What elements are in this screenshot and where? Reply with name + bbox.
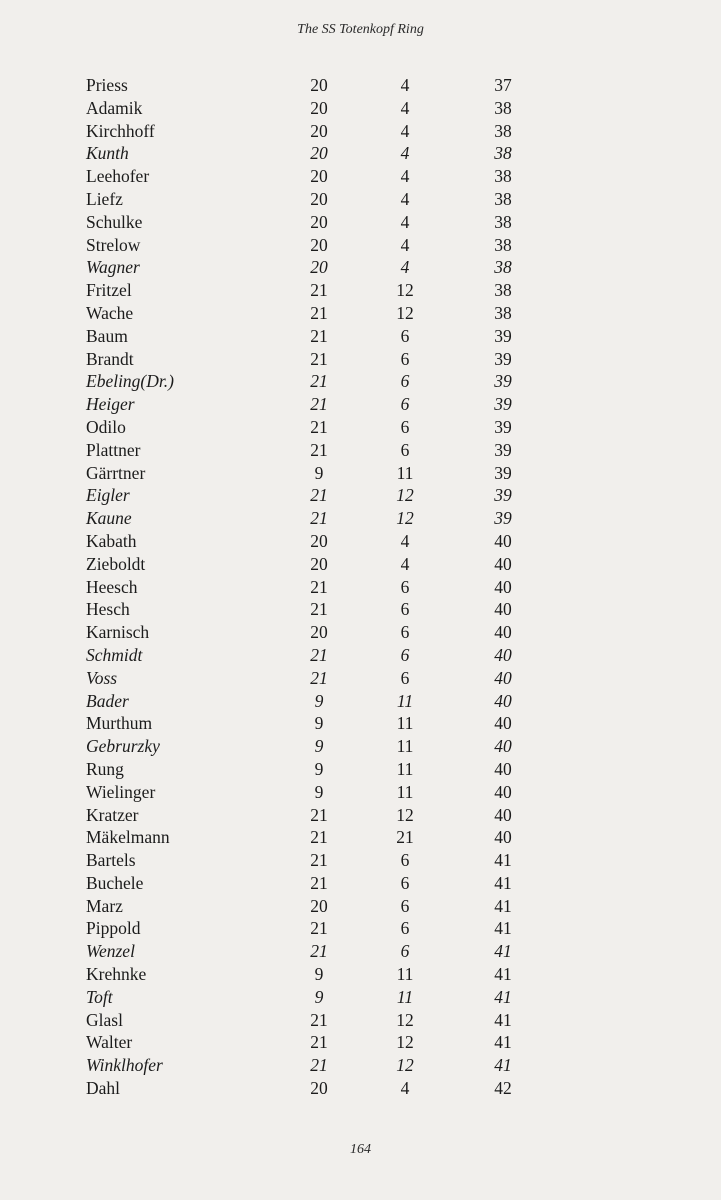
roster-col-2: 6 [400,941,410,962]
roster-col-2: 6 [400,439,410,460]
roster-col-3: 39 [494,348,512,369]
roster-name: Bader [86,690,129,711]
roster-col-1: 21 [310,918,328,939]
roster-row [0,940,721,963]
roster-col-3: 40 [494,576,512,597]
roster-col-3: 40 [494,599,512,620]
roster-col-1: 21 [310,325,328,346]
roster-col-1: 9 [314,986,324,1007]
roster-col-1: 21 [310,485,328,506]
roster-row [0,256,721,279]
roster-col-3: 41 [494,1009,512,1030]
roster-col-2: 11 [396,964,414,985]
roster-col-1: 20 [310,211,328,232]
roster-name: Krehnke [86,964,147,985]
roster-col-2: 12 [396,1009,414,1030]
roster-col-1: 21 [310,941,328,962]
roster-col-2: 12 [396,485,414,506]
roster-col-2: 12 [396,280,414,301]
roster-col-2: 4 [400,97,410,118]
roster-col-1: 20 [310,97,328,118]
roster-col-3: 39 [494,462,512,483]
roster-name: Buchele [86,872,144,893]
roster-col-3: 41 [494,850,512,871]
roster-row [0,690,721,713]
roster-row [0,781,721,804]
roster-row [0,348,721,371]
roster-col-1: 20 [310,166,328,187]
roster-col-2: 11 [396,713,414,734]
roster-name: Toft [86,986,113,1007]
roster-name: Winklhofer [86,1055,163,1076]
roster-col-2: 6 [400,599,410,620]
roster-col-3: 41 [494,918,512,939]
roster-row [0,393,721,416]
roster-col-2: 11 [396,781,414,802]
page-number: 164 [350,1142,371,1157]
roster-name: Rung [86,758,124,779]
roster-col-3: 38 [494,280,512,301]
roster-col-2: 4 [400,1078,410,1099]
roster-col-2: 6 [400,348,410,369]
roster-col-2: 11 [396,736,414,757]
roster-col-3: 40 [494,530,512,551]
roster-row [0,1054,721,1077]
roster-row [0,462,721,485]
roster-col-1: 21 [310,1032,328,1053]
roster-col-1: 21 [310,599,328,620]
roster-col-1: 21 [310,827,328,848]
roster-col-3: 41 [494,986,512,1007]
roster-row [0,142,721,165]
roster-col-2: 11 [396,690,414,711]
roster-col-2: 11 [396,986,414,1007]
roster-col-3: 39 [494,394,512,415]
roster-name: Marz [86,895,123,916]
roster-col-2: 4 [400,530,410,551]
roster-col-3: 38 [494,166,512,187]
roster-row [0,667,721,690]
roster-col-1: 21 [310,1055,328,1076]
roster-col-3: 37 [494,75,512,95]
roster-row [0,120,721,143]
roster-col-1: 21 [310,872,328,893]
roster-col-1: 21 [310,576,328,597]
roster-col-2: 4 [400,75,410,95]
roster-row [0,621,721,644]
roster-col-1: 20 [310,257,328,278]
roster-col-1: 20 [310,234,328,255]
roster-name: Leehofer [86,166,150,187]
roster-name: Schmidt [86,644,143,665]
roster-name: Walter [86,1032,133,1053]
roster-col-2: 4 [400,188,410,209]
roster-col-2: 12 [396,302,414,323]
roster-col-2: 6 [400,622,410,643]
roster-name: Gärrtner [86,462,146,483]
roster-name: Kirchhoff [86,120,155,141]
roster-col-1: 21 [310,508,328,529]
roster-name: Mäkelmann [86,827,170,848]
roster-col-1: 20 [310,143,328,164]
roster-col-3: 42 [494,1078,512,1099]
roster-col-1: 9 [314,713,324,734]
roster-col-3: 40 [494,644,512,665]
roster-col-3: 38 [494,302,512,323]
roster-name: Brandt [86,348,134,369]
roster-col-2: 4 [400,120,410,141]
roster-col-2: 12 [396,1032,414,1053]
roster-row [0,416,721,439]
roster-col-3: 40 [494,804,512,825]
roster-row [0,553,721,576]
roster-name: Adamik [86,97,143,118]
roster-col-1: 20 [310,530,328,551]
roster-name: Wagner [86,257,140,278]
roster-col-2: 4 [400,553,410,574]
roster-name: Wache [86,302,134,323]
roster-col-2: 4 [400,143,410,164]
roster-col-2: 6 [400,394,410,415]
roster-col-3: 38 [494,234,512,255]
roster-col-2: 6 [400,918,410,939]
roster-col-3: 40 [494,667,512,688]
roster-row [0,1077,721,1100]
running-head: The SS Totenkopf Ring [297,22,424,37]
roster-row [0,507,721,530]
roster-row [0,530,721,553]
roster-name: Zieboldt [86,553,146,574]
roster-name: Ebeling(Dr.) [86,371,174,392]
roster-col-2: 6 [400,872,410,893]
roster-row [0,325,721,348]
roster-name: Kabath [86,530,137,551]
roster-col-1: 21 [310,416,328,437]
roster-name: Eigler [86,485,130,506]
roster-col-2: 4 [400,166,410,187]
roster-col-1: 20 [310,895,328,916]
roster-col-3: 41 [494,895,512,916]
roster-name: Voss [86,667,118,688]
roster-col-3: 40 [494,758,512,779]
roster-name: Wenzel [86,941,135,962]
roster-col-2: 21 [396,827,414,848]
roster-name: Wielinger [86,781,156,802]
roster-col-3: 41 [494,941,512,962]
roster-row [0,735,721,758]
roster-name: Karnisch [86,622,150,643]
roster-row [0,712,721,735]
roster-name: Murthum [86,713,153,734]
roster-row [0,370,721,393]
roster-name: Bartels [86,850,136,871]
roster-col-2: 6 [400,895,410,916]
roster-col-2: 11 [396,758,414,779]
roster-col-3: 38 [494,188,512,209]
roster-col-2: 6 [400,576,410,597]
roster-name: Dahl [86,1078,121,1099]
roster-col-3: 38 [494,211,512,232]
roster-col-3: 40 [494,827,512,848]
roster-col-2: 4 [400,257,410,278]
roster-col-1: 21 [310,804,328,825]
roster-row [0,484,721,507]
roster-col-1: 9 [314,736,324,757]
roster-col-2: 6 [400,644,410,665]
roster-name: Liefz [86,188,123,209]
roster-name: Plattner [86,439,141,460]
roster-name: Heesch [86,576,138,597]
roster-col-3: 38 [494,257,512,278]
roster-col-3: 41 [494,1055,512,1076]
roster-col-2: 6 [400,371,410,392]
roster-col-1: 20 [310,75,328,95]
roster-row [0,234,721,257]
roster-row [0,963,721,986]
roster-col-2: 6 [400,416,410,437]
roster-name: Heiger [86,394,135,415]
roster-row [0,97,721,120]
roster-name: Schulke [86,211,143,232]
roster-col-3: 41 [494,1032,512,1053]
roster-row [0,165,721,188]
roster-row [0,826,721,849]
roster-col-3: 38 [494,120,512,141]
roster-col-2: 12 [396,1055,414,1076]
roster-col-3: 39 [494,508,512,529]
roster-col-3: 40 [494,622,512,643]
roster-col-3: 40 [494,736,512,757]
roster-row [0,849,721,872]
roster-col-2: 6 [400,850,410,871]
roster-col-3: 40 [494,553,512,574]
roster-col-1: 21 [310,394,328,415]
roster-col-1: 9 [314,781,324,802]
roster-col-3: 40 [494,690,512,711]
roster-name: Baum [86,325,128,346]
roster-col-2: 4 [400,234,410,255]
roster-row [0,917,721,940]
roster-row [0,644,721,667]
roster-col-1: 9 [314,462,324,483]
roster-name: Priess [86,75,128,95]
roster-col-3: 38 [494,143,512,164]
roster-col-1: 20 [310,1078,328,1099]
roster-col-3: 39 [494,439,512,460]
roster-name: Fritzel [86,280,132,301]
roster-name: Kaune [86,508,132,529]
roster-col-3: 38 [494,97,512,118]
roster-col-3: 41 [494,872,512,893]
roster-col-1: 21 [310,1009,328,1030]
roster-name: Gebrurzky [86,736,160,757]
roster-col-3: 39 [494,325,512,346]
roster-row [0,986,721,1009]
roster-col-1: 21 [310,280,328,301]
roster-row [0,74,721,97]
roster-row [0,1031,721,1054]
roster-row [0,188,721,211]
roster-col-3: 39 [494,416,512,437]
roster-name: Odilo [86,416,126,437]
roster-col-1: 21 [310,667,328,688]
roster-col-3: 41 [494,964,512,985]
roster-row [0,758,721,781]
roster-col-3: 39 [494,485,512,506]
roster-row [0,895,721,918]
roster-row [0,302,721,325]
roster-col-1: 20 [310,120,328,141]
roster-col-2: 6 [400,325,410,346]
roster-col-1: 21 [310,644,328,665]
roster-col-1: 21 [310,850,328,871]
roster-col-2: 4 [400,211,410,232]
roster-row [0,211,721,234]
roster-table [0,74,721,1100]
roster-col-1: 21 [310,348,328,369]
roster-row [0,576,721,599]
roster-row [0,279,721,302]
roster-name: Kunth [86,143,129,164]
roster-col-3: 40 [494,713,512,734]
roster-name: Strelow [86,234,141,255]
roster-name: Hesch [86,599,130,620]
roster-name: Kratzer [86,804,139,825]
roster-name: Pippold [86,918,141,939]
roster-col-1: 20 [310,622,328,643]
roster-col-1: 20 [310,188,328,209]
roster-col-2: 12 [396,508,414,529]
roster-col-3: 40 [494,781,512,802]
roster-col-1: 21 [310,371,328,392]
roster-col-2: 11 [396,462,414,483]
roster-col-1: 20 [310,553,328,574]
roster-col-1: 9 [314,690,324,711]
roster-col-1: 21 [310,439,328,460]
roster-row [0,804,721,827]
roster-row [0,1009,721,1032]
roster-col-3: 39 [494,371,512,392]
roster-col-1: 9 [314,964,324,985]
roster-name: Glasl [86,1009,123,1030]
roster-row [0,598,721,621]
roster-col-1: 21 [310,302,328,323]
roster-col-2: 12 [396,804,414,825]
roster-row [0,439,721,462]
roster-col-1: 9 [314,758,324,779]
roster-row [0,872,721,895]
roster-col-2: 6 [400,667,410,688]
